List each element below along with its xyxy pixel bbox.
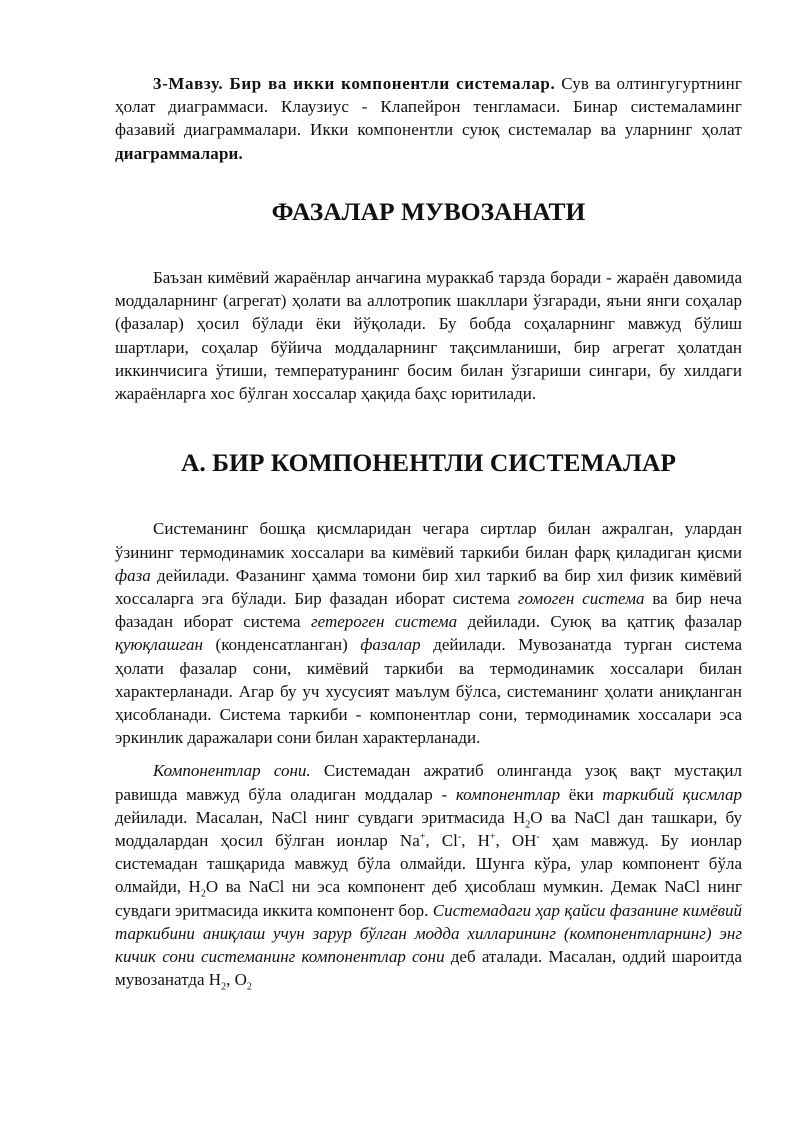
section-heading-phase-equilibrium: ФАЗАЛАР МУВОЗАНАТИ bbox=[271, 196, 586, 226]
italic-term: гомоген система bbox=[517, 589, 645, 609]
superscript: + bbox=[419, 831, 426, 843]
topic-title: 3-Мавзу. Бир ва икки компонентли системалар. bbox=[153, 74, 556, 93]
text-run: , H bbox=[461, 831, 490, 851]
subscript: 2 bbox=[221, 981, 227, 993]
topic-bold-end: диаграммалари. bbox=[115, 143, 243, 163]
text-run: дейилади. Мувозанатда турган система ҳолати фазалар сони, кимёвий таркиби ва термодинамик хоссалари билан характерланади. Агар бу уч хусусият маълум бўлса, системанинг ҳолати аниқланган ҳисобланади. Система таркиби - компонентлар сони, термодинамик хоссалари эса эркинлик даражалари сони билан характерланади. bbox=[115, 635, 742, 748]
text-run: ҳам мавжуд. Бу ионлар системадан ташқарида мавжуд бўла олмайди. Шунга кўра, улар компонент бўла олмайди, H bbox=[115, 831, 743, 897]
text-run: Системадан ажратиб олинганда узоқ вақт мустақил равишда мавжуд бўла оладиган моддалар - bbox=[115, 761, 742, 804]
paragraph-phase-definition bbox=[115, 517, 742, 749]
italic-term: Компонентлар сони. bbox=[153, 761, 311, 781]
text-run: дейилади. Фазанинг ҳамма томони бир хил таркиб ва бир хил физик кимёвий хоссаларга эга бўлади. Бир фазадан иборат система bbox=[115, 565, 742, 609]
text-run: дейилади. Суюқ ва қатгиқ фазалар bbox=[457, 612, 743, 632]
text-run: O ва NaCl ни эса компонент деб ҳисоблаш мумкин. Демак NaCl нинг сувдаги эритмасида иккита компонент бор. bbox=[115, 877, 742, 920]
text-run: , OH bbox=[495, 831, 537, 851]
italic-term: қуюқлашган bbox=[115, 635, 203, 655]
italic-term: фаза bbox=[115, 565, 151, 585]
text-run: O ва NaCl дан ташкари, бу моддалардан ҳосил бўлган ионлар Na bbox=[115, 807, 742, 851]
text-run: ва бир неча фазадан иборат система bbox=[115, 589, 742, 632]
section-heading-one-component: А. БИР КОМПОНЕНТЛИ СИСТЕМАЛАР bbox=[180, 448, 677, 478]
text-run: деб аталади. Масалан, оддий шароитда мувозанатда H bbox=[115, 947, 742, 990]
italic-term: таркибий қисмлар bbox=[602, 784, 743, 804]
paragraph-phase-intro: Баъзан кимёвий жараёнлар анчагина мураккаб тарзда боради - жараён давомида моддаларнинг (агрегат) ҳолати ва аллотропик шакллари ўзгаради, яъни янги соҳалар (фазалар) ҳосил бўлади ёки йўқолади. Бу бобда соҳаларнинг мавжуд бўлиш шартлари, соҳалар бўйича моддаларнинг тақсимланиши, бир агрегат ҳолатдан иккинчисига ўтиши, температуранинг босим билан ўзгариши сингари, бу хилдаги жараёнларга хос бўлган хоссалар ҳақида баҳс юритилади. bbox=[115, 268, 742, 404]
superscript: - bbox=[457, 831, 462, 843]
text-run: дейилади. Масалан, NaCl нинг сувдаги эритмасида H bbox=[115, 807, 526, 827]
paragraph-components bbox=[115, 759, 742, 991]
superscript: + bbox=[489, 831, 496, 843]
text-run: , O bbox=[226, 970, 247, 990]
subscript: 2 bbox=[525, 819, 531, 831]
topic-text: Сув ва олтингугуртнинг ҳолат диаграммаси. Клаузиус - Клапейрон тенгламаси. Бинар системаламинг фазавий диаграммалари. Икки компонентли суюқ системалар ва уларнинг ҳолат bbox=[115, 74, 742, 140]
document-page bbox=[115, 72, 742, 992]
text-run: , Cl bbox=[425, 831, 458, 851]
text-run: (конденсатланган) bbox=[202, 635, 361, 655]
italic-term: Системадаги ҳар қайси фазанине кимёвий таркибини аниқлаш учун зарур бўлган модда хилларининг (компонентларнинг) энг кичик сони системанинг компонентлар сони bbox=[115, 900, 743, 967]
italic-term: фазалар bbox=[360, 635, 421, 655]
italic-term: гетероген система bbox=[311, 612, 458, 632]
text-run: ёки bbox=[560, 784, 603, 804]
text-run: Системанинг бошқа қисмларидан чегара сиртлар билан ажралган, улардан ўзининг термодинамик хоссалари ва кимёвий таркиби билан фарқ қиладиган қисми bbox=[115, 519, 742, 562]
topic-paragraph bbox=[115, 72, 742, 165]
subscript: 2 bbox=[246, 981, 252, 993]
subscript: 2 bbox=[200, 888, 206, 900]
italic-term: компонентлар bbox=[455, 784, 561, 804]
superscript: - bbox=[536, 831, 540, 843]
